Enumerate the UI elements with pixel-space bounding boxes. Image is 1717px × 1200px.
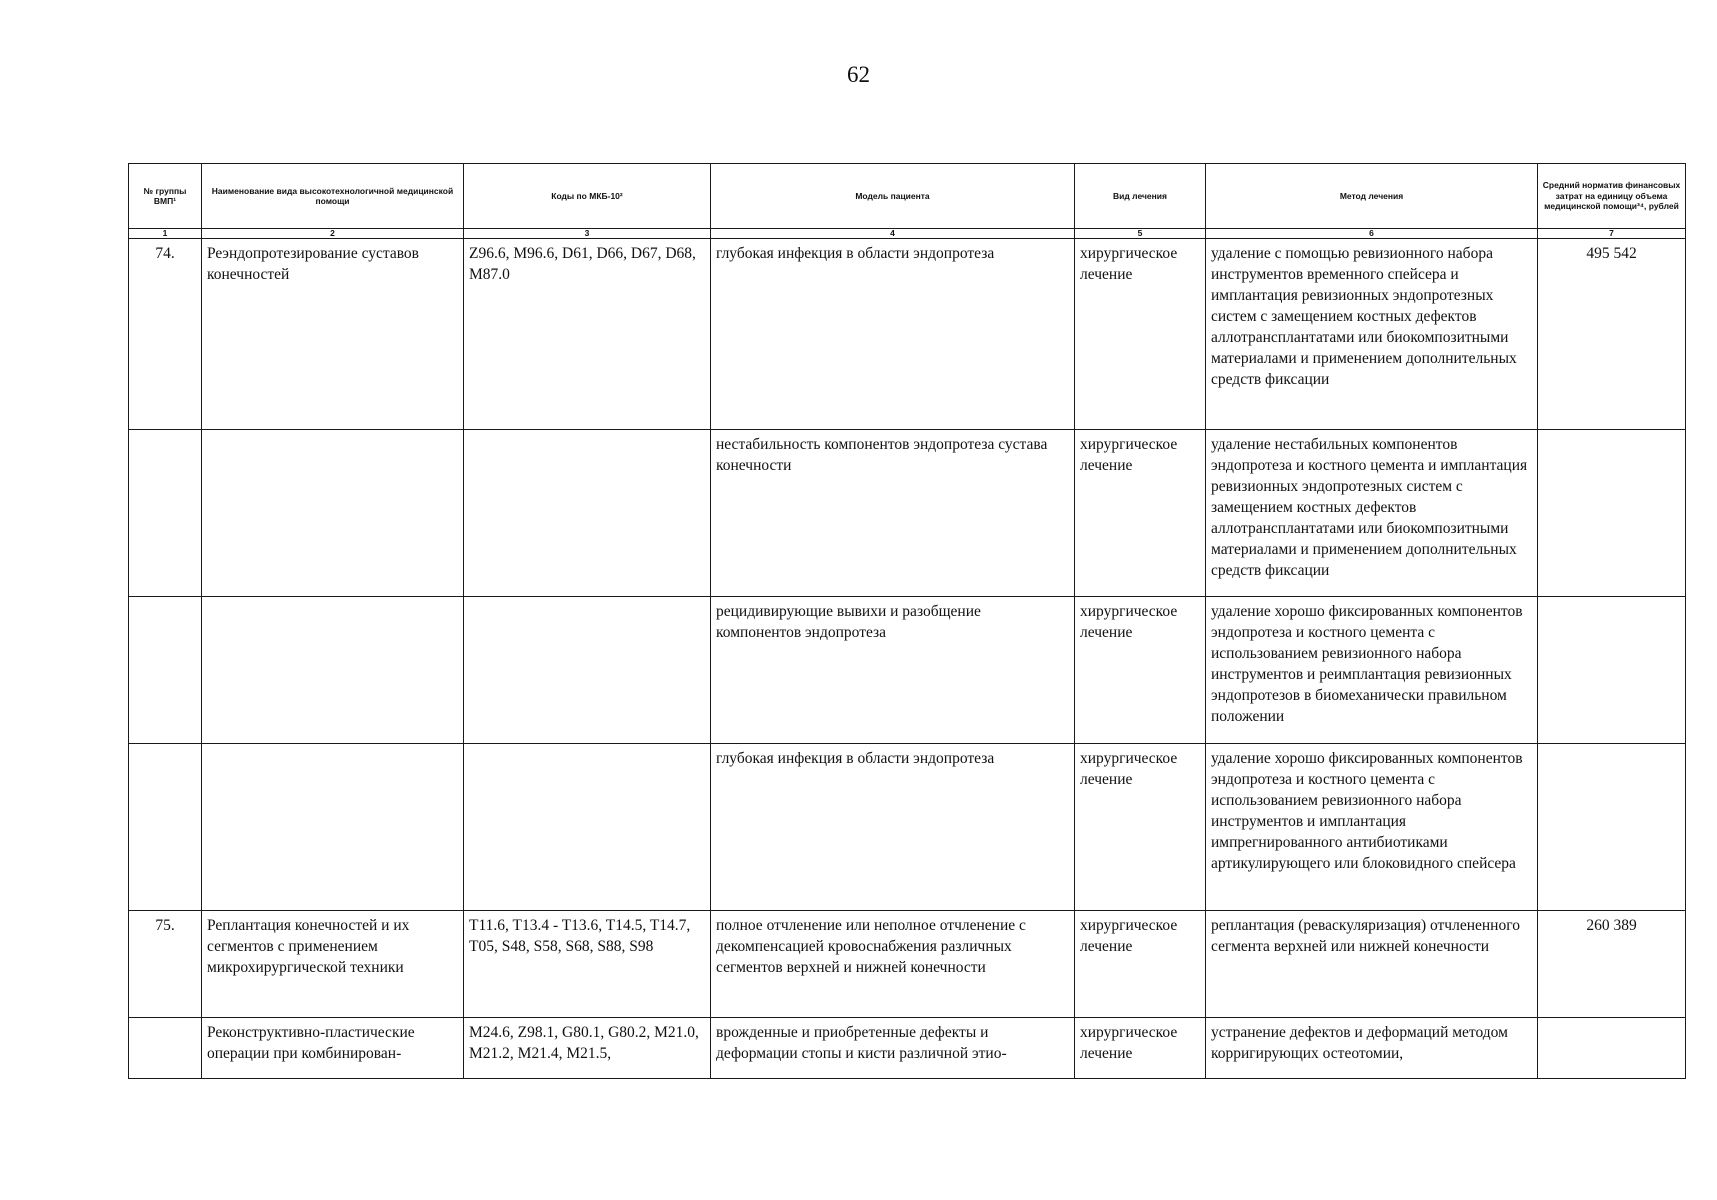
column-number: 1 [129,229,202,239]
column-number: 7 [1538,229,1686,239]
cell-group [129,744,202,911]
cell-cost: 260 389 [1538,911,1686,1018]
cell-group [129,597,202,744]
header-row [129,164,1686,229]
cell-model: рецидивирующие вывихи и разобщение компонентов эндопротеза [711,597,1075,744]
cell-group [129,430,202,597]
cell-cost [1538,1018,1686,1079]
column-number-row [129,229,1686,239]
header-cost: Средний норматив финансовых затрат на единицу объема медицинской помощи³⁴, рублей [1538,164,1686,229]
cell-model: нестабильность компонентов эндопротеза сустава конечности [711,430,1075,597]
cell-model: глубокая инфекция в области эндопротеза [711,239,1075,430]
cell-method: удаление хорошо фиксированных компонентов эндопротеза и костного цемента с использованием ревизионного набора инструментов и имплантация импрегнированного антибиотиками артикулирующего или блоковидного спейсера [1206,744,1538,911]
cell-model: полное отчленение или неполное отчленение с декомпенсацией кровоснабжения различных сегментов верхней и нижней конечности [711,911,1075,1018]
cell-name: Реконструктивно-пластические операции при комбинирован- [202,1018,464,1079]
cell-treatment: хирургическое лечение [1075,1018,1206,1079]
cell-treatment: хирургическое лечение [1075,597,1206,744]
cell-codes: T11.6, T13.4 - T13.6, T14.5, T14.7, T05, S48, S58, S68, S88, S98 [464,911,711,1018]
column-number: 6 [1206,229,1538,239]
header-treatment: Вид лечения [1075,164,1206,229]
header-model: Модель пациента [711,164,1075,229]
cell-method: устранение дефектов и деформаций методом корригирующих остеотомии, [1206,1018,1538,1079]
header-group: № группы ВМП¹ [129,164,202,229]
cell-name [202,744,464,911]
cell-codes: M24.6, Z98.1, G80.1, G80.2, M21.0, M21.2, M21.4, M21.5, [464,1018,711,1079]
cell-cost [1538,744,1686,911]
cell-method: удаление хорошо фиксированных компонентов эндопротеза и костного цемента с использованием ревизионного набора инструментов и реимплантация ревизионных эндопротезов в биомеханически правильном положении [1206,597,1538,744]
column-number: 3 [464,229,711,239]
cell-group [129,1018,202,1079]
cell-name [202,597,464,744]
table-row [129,911,1686,1018]
cell-treatment: хирургическое лечение [1075,239,1206,430]
column-number: 5 [1075,229,1206,239]
table-row [129,430,1686,597]
cell-name [202,430,464,597]
cell-method: удаление с помощью ревизионного набора инструментов временного спейсера и имплантация ревизионных эндопротезных систем с замещением костных дефектов аллотрансплантатами или биокомпозитными материалами и применением дополнительных средств фиксации [1206,239,1538,430]
cell-model: врожденные и приобретенные дефекты и деформации стопы и кисти различной этио- [711,1018,1075,1079]
cell-treatment: хирургическое лечение [1075,744,1206,911]
page-number: 62 [847,62,870,87]
cell-model: глубокая инфекция в области эндопротеза [711,744,1075,911]
cell-codes [464,430,711,597]
cell-group: 74. [129,239,202,430]
header-codes: Коды по МКБ-10² [464,164,711,229]
cell-cost: 495 542 [1538,239,1686,430]
column-number: 4 [711,229,1075,239]
cell-codes: Z96.6, M96.6, D61, D66, D67, D68, M87.0 [464,239,711,430]
header-method: Метод лечения [1206,164,1538,229]
cell-name: Реплантация конечностей и их сегментов с применением микрохирургической техники [202,911,464,1018]
table-row [129,597,1686,744]
cell-codes [464,597,711,744]
header-name: Наименование вида высокотехнологичной медицинской помощи [202,164,464,229]
cell-cost [1538,430,1686,597]
cell-treatment: хирургическое лечение [1075,430,1206,597]
cell-codes [464,744,711,911]
cell-method: удаление нестабильных компонентов эндопротеза и костного цемента и имплантация ревизионных эндопротезных систем с замещением костных дефектов аллотрансплантатами или биокомпозитными материалами и применением дополнительных средств фиксации [1206,430,1538,597]
cell-name: Реэндопротезирование суставов конечностей [202,239,464,430]
table-row [129,744,1686,911]
cell-treatment: хирургическое лечение [1075,911,1206,1018]
table-row [129,239,1686,430]
table-row [129,1018,1686,1079]
cell-cost [1538,597,1686,744]
cell-group: 75. [129,911,202,1018]
cell-method: реплантация (реваскуляризация) отчлененного сегмента верхней или нижней конечности [1206,911,1538,1018]
column-number: 2 [202,229,464,239]
treatment-table [128,163,1686,1079]
